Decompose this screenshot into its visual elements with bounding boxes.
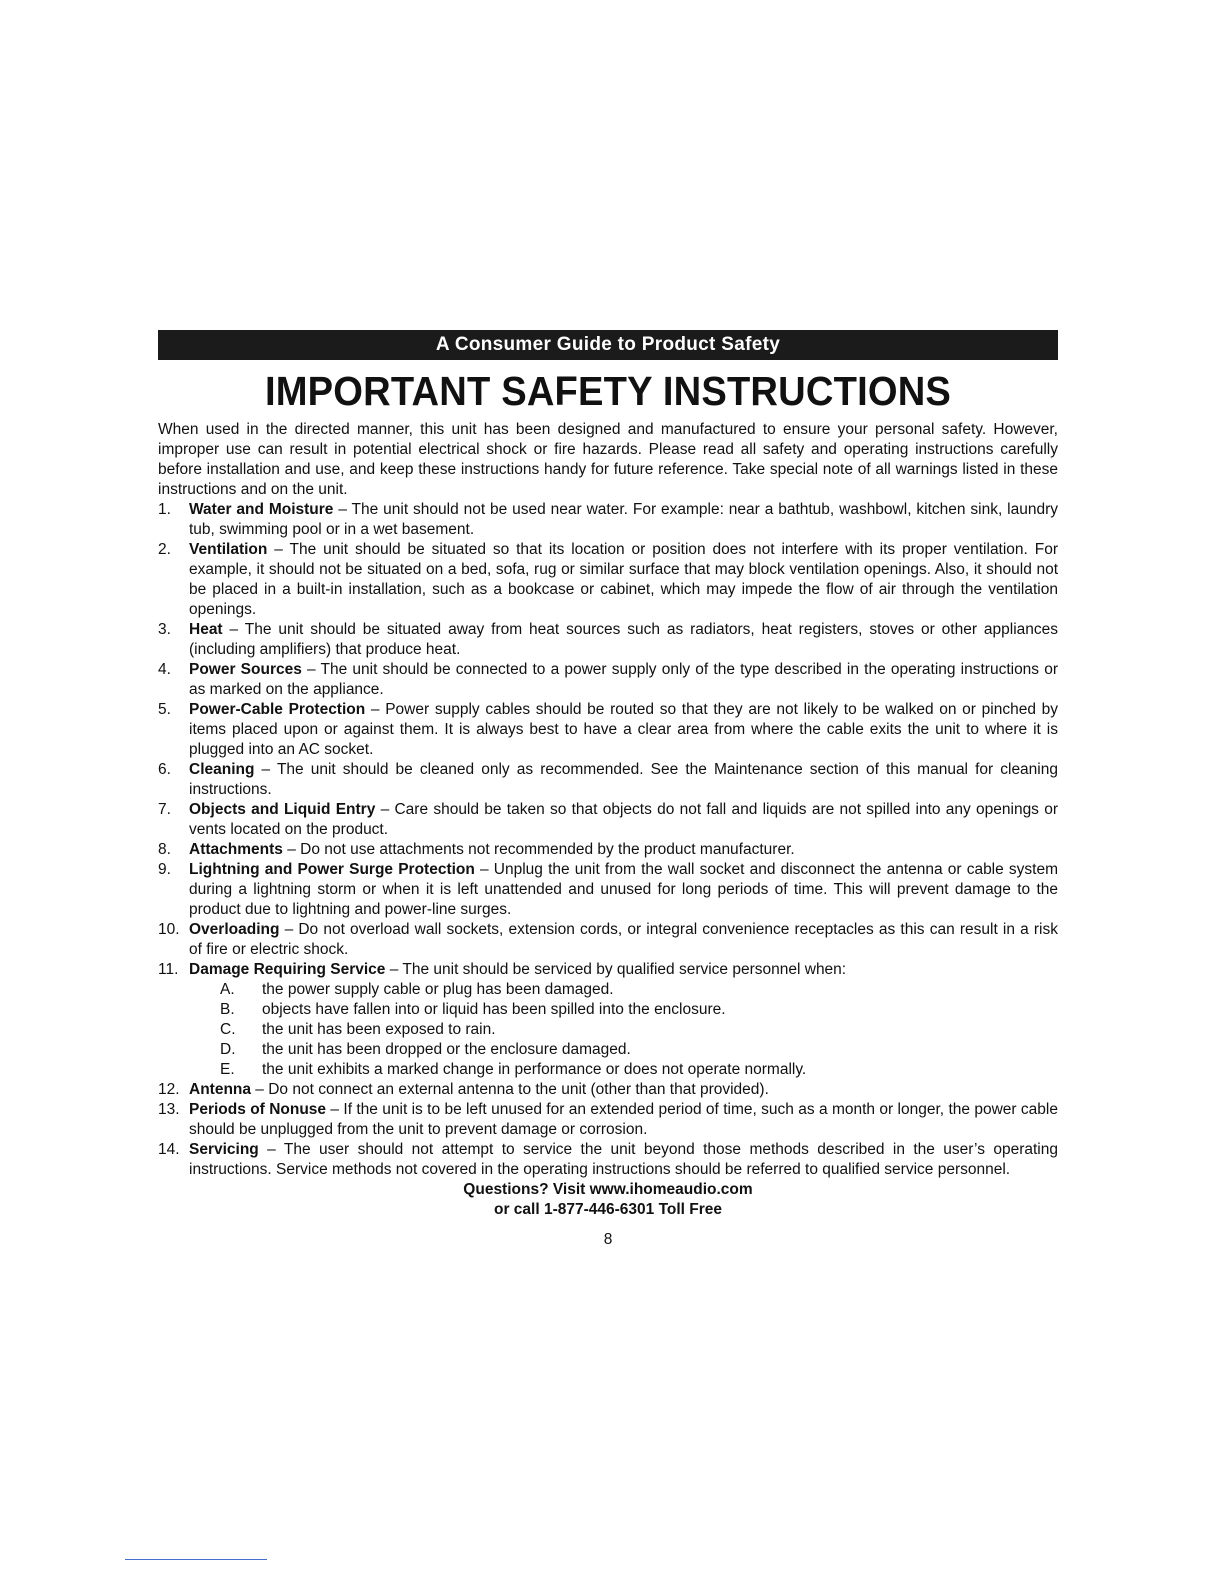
condition-text: the unit exhibits a marked change in performance or does not operate normally.: [262, 1061, 807, 1078]
item-heading: Periods of Nonuse: [189, 1101, 327, 1118]
list-item: [158, 1140, 1058, 1180]
item-heading: Servicing: [189, 1141, 259, 1158]
item-number: 2.: [158, 541, 171, 558]
item-number: 8.: [158, 841, 171, 858]
page-number: 8: [603, 1231, 613, 1248]
safety-page: [158, 330, 1058, 1250]
item-text: – The unit should not be used near water. For example: near a bathtub, washbowl, kitchen sink, laundry tub, swimming pool or in a wet basement.: [189, 501, 1058, 538]
safety-instructions-list: [158, 500, 1058, 1180]
condition-letter: C.: [220, 1021, 236, 1038]
item-heading: Lightning and Power Surge Protection: [189, 861, 475, 878]
condition-text: objects have fallen into or liquid has been spilled into the enclosure.: [262, 1001, 726, 1018]
list-item: [158, 960, 1058, 1080]
list-item: [158, 1100, 1058, 1140]
condition-letter: B.: [220, 1001, 235, 1018]
condition-text: the power supply cable or plug has been damaged.: [262, 981, 614, 998]
contact-phone-line: or call 1-877-446-6301 Toll Free: [493, 1201, 723, 1218]
list-item: [158, 660, 1058, 700]
footnote-divider: [125, 1559, 267, 1560]
item-number: 7.: [158, 801, 171, 818]
consumer-guide-banner: A Consumer Guide to Product Safety: [158, 330, 1058, 360]
item-heading: Power-Cable Protection: [189, 701, 366, 718]
list-item: [158, 540, 1058, 620]
item-heading: Overloading: [189, 921, 280, 938]
item-number: 14.: [158, 1141, 180, 1158]
list-item: [158, 500, 1058, 540]
item-number: 3.: [158, 621, 171, 638]
item-heading: Ventilation: [189, 541, 268, 558]
service-conditions-list: [189, 980, 1058, 1080]
item-text: – The unit should be serviced by qualified service personnel when:: [385, 961, 847, 978]
item-text: – The unit should be situated away from heat sources such as radiators, heat registers, stoves or other appliances (including amplifiers) that produce heat.: [189, 621, 1058, 658]
item-text: – The user should not attempt to service the unit beyond those methods described in the user’s operating instructions. Service methods not covered in the operating instructions should be referred to qualified service personnel.: [189, 1141, 1058, 1178]
condition-letter: A.: [220, 981, 235, 998]
intro-paragraph: When used in the directed manner, this unit has been designed and manufactured to ensure your personal safety. However, improper use can result in potential electrical shock or fire hazards. Please read all safety and operating instructions carefully before installation and use, and keep these instructions handy for future reference. Take special note of all warnings listed in these instructions and on the unit.: [158, 421, 1058, 498]
service-condition: [189, 1060, 1058, 1080]
item-number: 11.: [158, 961, 179, 978]
list-item: [158, 860, 1058, 920]
service-condition: [189, 1040, 1058, 1060]
item-text: – The unit should be situated so that its location or position does not interfere with its proper ventilation. For example, it should not be situated on a bed, sofa, rug or similar surface that may block ventilation openings. Also, it should not be placed in a built-in installation, such as a bookcase or cabinet, which may impede the flow of air through the ventilation openings.: [189, 541, 1058, 618]
item-text: – Power supply cables should be routed so that they are not likely to be walked on or pinched by items placed upon or against them. It is always best to have a clear area from where the cable exits the unit to where it is plugged into an AC socket.: [189, 701, 1058, 758]
condition-text: the unit has been dropped or the enclosure damaged.: [262, 1041, 631, 1058]
condition-letter: D.: [220, 1041, 236, 1058]
item-number: 6.: [158, 761, 171, 778]
contact-info: [158, 1180, 1058, 1220]
item-text: – The unit should be cleaned only as recommended. See the Maintenance section of this manual for cleaning instructions.: [189, 761, 1058, 798]
service-condition: [189, 1020, 1058, 1040]
item-heading: Attachments: [189, 841, 283, 858]
item-number: 4.: [158, 661, 171, 678]
item-heading: Power Sources: [189, 661, 302, 678]
item-number: 5.: [158, 701, 171, 718]
list-item: [158, 920, 1058, 960]
condition-letter: E.: [220, 1061, 235, 1078]
list-item: [158, 700, 1058, 760]
item-text: – The unit should be connected to a power supply only of the type described in the operating instructions or as marked on the appliance.: [189, 661, 1058, 698]
item-number: 12.: [158, 1081, 180, 1098]
item-heading: Heat: [189, 621, 223, 638]
service-condition: [189, 980, 1058, 1000]
item-heading: Objects and Liquid Entry: [189, 801, 376, 818]
list-item: [158, 840, 1058, 860]
list-item: [158, 1080, 1058, 1100]
list-item: [158, 620, 1058, 660]
contact-website-line: Questions? Visit www.ihomeaudio.com: [463, 1181, 753, 1198]
item-number: 10.: [158, 921, 180, 938]
item-text: – If the unit is to be left unused for an extended period of time, such as a month or longer, the power cable should be unplugged from the unit to prevent damage or corrosion.: [189, 1101, 1058, 1138]
list-item: [158, 760, 1058, 800]
list-item: [158, 800, 1058, 840]
item-text: – Unplug the unit from the wall socket and disconnect the antenna or cable system during a lightning storm or when it is left unattended and unused for long periods of time. This will prevent damage to the product due to lightning and power-line surges.: [189, 861, 1058, 918]
item-heading: Cleaning: [189, 761, 255, 778]
item-text: – Care should be taken so that objects do not fall and liquids are not spilled into any openings or vents located on the product.: [189, 801, 1058, 838]
item-text: – Do not connect an external antenna to the unit (other than that provided).: [251, 1081, 769, 1098]
item-text: – Do not use attachments not recommended by the product manufacturer.: [282, 841, 795, 858]
item-number: 1.: [158, 501, 171, 518]
item-number: 9.: [158, 861, 171, 878]
item-heading: Water and Moisture: [189, 501, 334, 518]
item-text: – Do not overload wall sockets, extension cords, or integral convenience receptacles as this can result in a risk of fire or electric shock.: [189, 921, 1058, 958]
page-title: IMPORTANT SAFETY INSTRUCTIONS: [264, 368, 952, 414]
condition-text: the unit has been exposed to rain.: [262, 1021, 496, 1038]
item-heading: Antenna: [189, 1081, 251, 1098]
item-heading: Damage Requiring Service: [189, 961, 386, 978]
service-condition: [189, 1000, 1058, 1020]
item-number: 13.: [158, 1101, 180, 1118]
